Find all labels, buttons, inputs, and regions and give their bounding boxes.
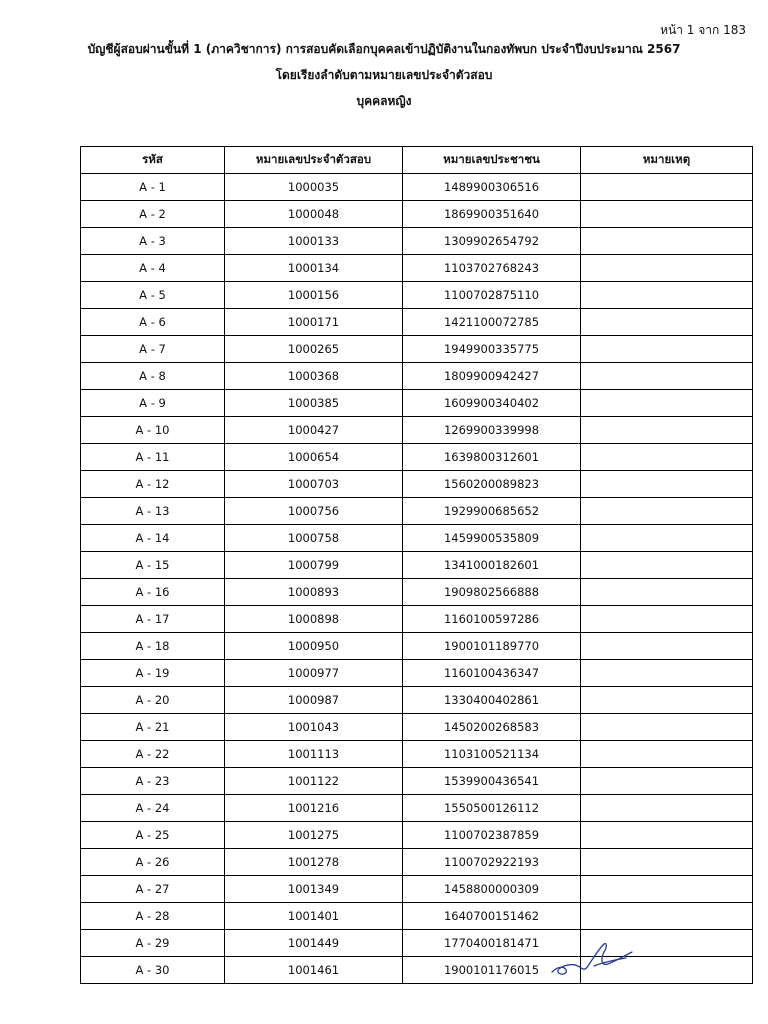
cell-exam-number: 1000799 bbox=[225, 552, 403, 579]
cell-exam-number: 1000950 bbox=[225, 633, 403, 660]
cell-code: A - 6 bbox=[81, 309, 225, 336]
cell-citizen-id: 1640700151462 bbox=[403, 903, 581, 930]
cell-code: A - 18 bbox=[81, 633, 225, 660]
cell-exam-number: 1001401 bbox=[225, 903, 403, 930]
cell-code: A - 10 bbox=[81, 417, 225, 444]
table-row bbox=[81, 498, 753, 525]
table-row bbox=[81, 228, 753, 255]
cell-remarks bbox=[581, 174, 753, 201]
cell-citizen-id: 1269900339998 bbox=[403, 417, 581, 444]
cell-exam-number: 1001461 bbox=[225, 957, 403, 984]
table-row bbox=[81, 957, 753, 984]
cell-citizen-id: 1949900335775 bbox=[403, 336, 581, 363]
cell-citizen-id: 1160100436347 bbox=[403, 660, 581, 687]
document-subtitle: โดยเรียงลำดับตามหมายเลขประจำตัวสอบ bbox=[275, 68, 493, 82]
table-row bbox=[81, 444, 753, 471]
cell-remarks bbox=[581, 228, 753, 255]
cell-code: A - 19 bbox=[81, 660, 225, 687]
cell-remarks bbox=[581, 795, 753, 822]
table-row bbox=[81, 525, 753, 552]
cell-citizen-id: 1100702875110 bbox=[403, 282, 581, 309]
cell-citizen-id: 1458800000309 bbox=[403, 876, 581, 903]
cell-exam-number: 1000265 bbox=[225, 336, 403, 363]
column-header-exam-number: หมายเลขประจำตัวสอบ bbox=[225, 147, 403, 174]
table-row bbox=[81, 201, 753, 228]
document-title: บัญชีผู้สอบผ่านขั้นที่ 1 (ภาควิชาการ) การสอบคัดเลือกบุคคลเข้าปฏิบัติงานในกองทัพบก ประจำปีงบประมาณ 2567 bbox=[87, 42, 681, 56]
cell-exam-number: 1001275 bbox=[225, 822, 403, 849]
cell-exam-number: 1000427 bbox=[225, 417, 403, 444]
cell-code: A - 26 bbox=[81, 849, 225, 876]
cell-code: A - 27 bbox=[81, 876, 225, 903]
cell-citizen-id: 1103702768243 bbox=[403, 255, 581, 282]
cell-exam-number: 1001216 bbox=[225, 795, 403, 822]
cell-remarks bbox=[581, 660, 753, 687]
table-row bbox=[81, 336, 753, 363]
cell-remarks bbox=[581, 687, 753, 714]
table-row bbox=[81, 606, 753, 633]
cell-citizen-id: 1459900535809 bbox=[403, 525, 581, 552]
cell-code: A - 1 bbox=[81, 174, 225, 201]
cell-exam-number: 1000654 bbox=[225, 444, 403, 471]
cell-citizen-id: 1100702387859 bbox=[403, 822, 581, 849]
cell-code: A - 15 bbox=[81, 552, 225, 579]
cell-remarks bbox=[581, 471, 753, 498]
cell-exam-number: 1000035 bbox=[225, 174, 403, 201]
cell-code: A - 12 bbox=[81, 471, 225, 498]
cell-code: A - 28 bbox=[81, 903, 225, 930]
cell-code: A - 29 bbox=[81, 930, 225, 957]
cell-citizen-id: 1550500126112 bbox=[403, 795, 581, 822]
cell-remarks bbox=[581, 849, 753, 876]
cell-citizen-id: 1450200268583 bbox=[403, 714, 581, 741]
cell-citizen-id: 1909802566888 bbox=[403, 579, 581, 606]
cell-exam-number: 1000048 bbox=[225, 201, 403, 228]
cell-code: A - 22 bbox=[81, 741, 225, 768]
cell-remarks bbox=[581, 444, 753, 471]
cell-code: A - 21 bbox=[81, 714, 225, 741]
table-row bbox=[81, 795, 753, 822]
table-row bbox=[81, 768, 753, 795]
cell-citizen-id: 1341000182601 bbox=[403, 552, 581, 579]
table-row bbox=[81, 930, 753, 957]
cell-citizen-id: 1309902654792 bbox=[403, 228, 581, 255]
results-table bbox=[80, 146, 753, 984]
cell-exam-number: 1001113 bbox=[225, 741, 403, 768]
cell-remarks bbox=[581, 552, 753, 579]
cell-remarks bbox=[581, 363, 753, 390]
cell-remarks bbox=[581, 417, 753, 444]
document-header bbox=[0, 40, 768, 118]
cell-code: A - 16 bbox=[81, 579, 225, 606]
cell-code: A - 7 bbox=[81, 336, 225, 363]
table-row bbox=[81, 741, 753, 768]
cell-code: A - 23 bbox=[81, 768, 225, 795]
cell-citizen-id: 1900101176015 bbox=[403, 957, 581, 984]
table-row bbox=[81, 849, 753, 876]
cell-exam-number: 1001278 bbox=[225, 849, 403, 876]
cell-code: A - 30 bbox=[81, 957, 225, 984]
cell-remarks bbox=[581, 714, 753, 741]
column-header-remarks: หมายเหตุ bbox=[581, 147, 753, 174]
table-row bbox=[81, 579, 753, 606]
cell-remarks bbox=[581, 390, 753, 417]
cell-exam-number: 1000987 bbox=[225, 687, 403, 714]
cell-exam-number: 1000758 bbox=[225, 525, 403, 552]
cell-exam-number: 1000756 bbox=[225, 498, 403, 525]
cell-citizen-id: 1900101189770 bbox=[403, 633, 581, 660]
column-header-citizen-id: หมายเลขประชาชน bbox=[403, 147, 581, 174]
cell-citizen-id: 1560200089823 bbox=[403, 471, 581, 498]
table-row bbox=[81, 876, 753, 903]
cell-citizen-id: 1160100597286 bbox=[403, 606, 581, 633]
column-header-code: รหัส bbox=[81, 147, 225, 174]
table-row bbox=[81, 282, 753, 309]
cell-remarks bbox=[581, 525, 753, 552]
cell-exam-number: 1000898 bbox=[225, 606, 403, 633]
cell-exam-number: 1001449 bbox=[225, 930, 403, 957]
cell-remarks bbox=[581, 876, 753, 903]
cell-citizen-id: 1869900351640 bbox=[403, 201, 581, 228]
cell-exam-number: 1001122 bbox=[225, 768, 403, 795]
cell-code: A - 5 bbox=[81, 282, 225, 309]
cell-exam-number: 1000703 bbox=[225, 471, 403, 498]
table-row bbox=[81, 552, 753, 579]
cell-citizen-id: 1609900340402 bbox=[403, 390, 581, 417]
table-row bbox=[81, 390, 753, 417]
table-row bbox=[81, 687, 753, 714]
cell-remarks bbox=[581, 741, 753, 768]
cell-remarks bbox=[581, 903, 753, 930]
table-row bbox=[81, 714, 753, 741]
cell-code: A - 13 bbox=[81, 498, 225, 525]
cell-exam-number: 1001043 bbox=[225, 714, 403, 741]
cell-code: A - 9 bbox=[81, 390, 225, 417]
cell-exam-number: 1000385 bbox=[225, 390, 403, 417]
table-row bbox=[81, 255, 753, 282]
cell-remarks bbox=[581, 579, 753, 606]
table-row bbox=[81, 660, 753, 687]
table-row bbox=[81, 309, 753, 336]
cell-remarks bbox=[581, 282, 753, 309]
cell-code: A - 8 bbox=[81, 363, 225, 390]
cell-code: A - 2 bbox=[81, 201, 225, 228]
cell-exam-number: 1000133 bbox=[225, 228, 403, 255]
cell-exam-number: 1000368 bbox=[225, 363, 403, 390]
table-row bbox=[81, 822, 753, 849]
cell-remarks bbox=[581, 606, 753, 633]
cell-code: A - 25 bbox=[81, 822, 225, 849]
cell-code: A - 20 bbox=[81, 687, 225, 714]
cell-code: A - 24 bbox=[81, 795, 225, 822]
cell-code: A - 3 bbox=[81, 228, 225, 255]
table-header-row bbox=[81, 147, 753, 174]
cell-citizen-id: 1100702922193 bbox=[403, 849, 581, 876]
page-number: หน้า 1 จาก 183 bbox=[660, 23, 746, 37]
table-row bbox=[81, 633, 753, 660]
document-category: บุคคลหญิง bbox=[356, 94, 412, 108]
cell-remarks bbox=[581, 309, 753, 336]
table-row bbox=[81, 174, 753, 201]
cell-citizen-id: 1929900685652 bbox=[403, 498, 581, 525]
cell-remarks bbox=[581, 633, 753, 660]
cell-remarks bbox=[581, 255, 753, 282]
cell-code: A - 11 bbox=[81, 444, 225, 471]
table-body bbox=[81, 174, 753, 984]
cell-remarks bbox=[581, 336, 753, 363]
cell-citizen-id: 1809900942427 bbox=[403, 363, 581, 390]
cell-citizen-id: 1770400181471 bbox=[403, 930, 581, 957]
cell-remarks bbox=[581, 822, 753, 849]
cell-code: A - 14 bbox=[81, 525, 225, 552]
table-row bbox=[81, 363, 753, 390]
cell-citizen-id: 1103100521134 bbox=[403, 741, 581, 768]
cell-exam-number: 1000171 bbox=[225, 309, 403, 336]
cell-citizen-id: 1421100072785 bbox=[403, 309, 581, 336]
cell-citizen-id: 1539900436541 bbox=[403, 768, 581, 795]
cell-exam-number: 1000156 bbox=[225, 282, 403, 309]
cell-exam-number: 1000893 bbox=[225, 579, 403, 606]
table-row bbox=[81, 417, 753, 444]
cell-exam-number: 1000977 bbox=[225, 660, 403, 687]
signature-icon bbox=[548, 936, 634, 980]
cell-exam-number: 1001349 bbox=[225, 876, 403, 903]
table-row bbox=[81, 903, 753, 930]
cell-code: A - 4 bbox=[81, 255, 225, 282]
cell-remarks bbox=[581, 768, 753, 795]
cell-remarks bbox=[581, 201, 753, 228]
cell-remarks bbox=[581, 498, 753, 525]
cell-citizen-id: 1639800312601 bbox=[403, 444, 581, 471]
cell-citizen-id: 1330400402861 bbox=[403, 687, 581, 714]
table-row bbox=[81, 471, 753, 498]
cell-code: A - 17 bbox=[81, 606, 225, 633]
cell-exam-number: 1000134 bbox=[225, 255, 403, 282]
cell-citizen-id: 1489900306516 bbox=[403, 174, 581, 201]
